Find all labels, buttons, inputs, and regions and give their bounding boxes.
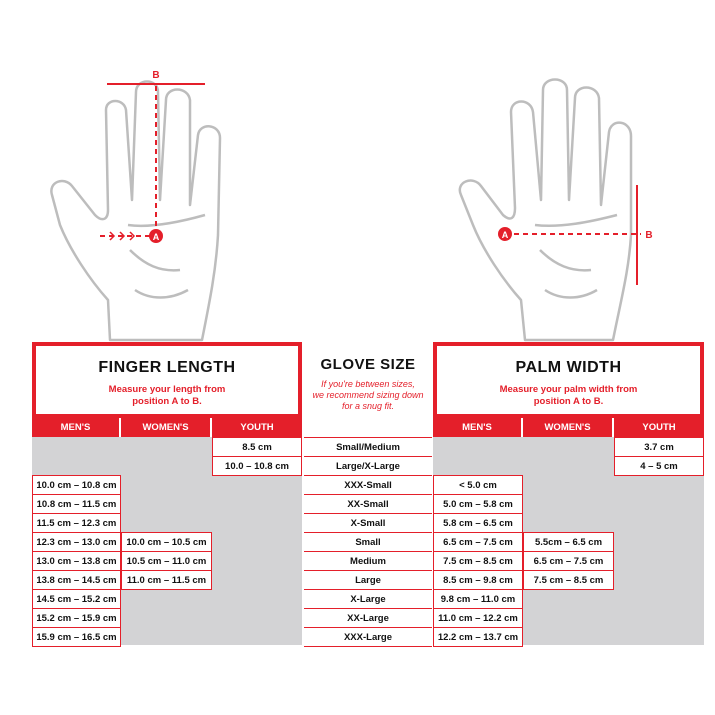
palm-width-instructions: [437, 384, 700, 408]
fl-mens-cell: 15.9 cm – 16.5 cm: [32, 627, 121, 647]
fl-mens-cell: 13.8 cm – 14.5 cm: [32, 570, 121, 590]
pw-mens-cell: 11.0 cm – 12.2 cm: [433, 608, 523, 628]
finger-length-instructions: [36, 384, 298, 408]
palm-width-header: [433, 342, 704, 418]
glove-size-cell: Medium: [304, 551, 432, 571]
pw-mens-cell: 8.5 cm – 9.8 cm: [433, 570, 523, 590]
pw-mens-cell: 5.8 cm – 6.5 cm: [433, 513, 523, 533]
glove-size-note-line-3: for a snug fit.: [341, 401, 395, 411]
finger-length-header-youth: YOUTH: [212, 418, 302, 437]
finger-length-hand-illustration: [40, 0, 270, 345]
fl-mens-cell: 10.0 cm – 10.8 cm: [32, 475, 121, 495]
glove-size-cell: XX-Large: [304, 608, 432, 628]
glove-size-cell: Small/Medium: [304, 437, 432, 457]
fl-youth-cell: 10.0 – 10.8 cm: [212, 456, 302, 476]
fl-youth-cell: 8.5 cm: [212, 437, 302, 457]
finger-length-header-womens: WOMEN'S: [121, 418, 212, 437]
glove-size-note: [304, 379, 432, 412]
palm-width-instruction-line-1: Measure your palm width from: [499, 384, 638, 395]
pw-womens-cell: 7.5 cm – 8.5 cm: [523, 570, 614, 590]
fl-womens-cell: 10.0 cm – 10.5 cm: [121, 532, 212, 552]
finger-length-header-mens: MEN'S: [32, 418, 121, 437]
pw-womens-cell: 6.5 cm – 7.5 cm: [523, 551, 614, 571]
fl-womens-cell: 11.0 cm – 11.5 cm: [121, 570, 212, 590]
glove-size-cell: Small: [304, 532, 432, 552]
palm-width-mens-empty-area: [433, 437, 523, 475]
glove-size-cell: Large/X-Large: [304, 456, 432, 476]
palm-width-header-mens: MEN'S: [433, 418, 523, 437]
palm-width-instruction-line-2: position A to B.: [533, 396, 604, 407]
palm-width-column-headers: [433, 418, 704, 437]
pw-mens-cell: < 5.0 cm: [433, 475, 523, 495]
fl-mens-cell: 10.8 cm – 11.5 cm: [32, 494, 121, 514]
glove-size-cell: X-Small: [304, 513, 432, 533]
glove-size-cell: Large: [304, 570, 432, 590]
pw-mens-cell: 6.5 cm – 7.5 cm: [433, 532, 523, 552]
glove-size-title: GLOVE SIZE: [320, 356, 416, 373]
fl-womens-cell: 10.5 cm – 11.0 cm: [121, 551, 212, 571]
pw-womens-cell: 5.5cm – 6.5 cm: [523, 532, 614, 552]
finger-length-column-headers: [32, 418, 302, 437]
fl-mens-cell: 12.3 cm – 13.0 cm: [32, 532, 121, 552]
pw-mens-cell: 5.0 cm – 5.8 cm: [433, 494, 523, 514]
pw-mens-cell: 9.8 cm – 11.0 cm: [433, 589, 523, 609]
glove-size-note-line-1: If you're between sizes,: [321, 379, 415, 389]
fl-mens-cell: 13.0 cm – 13.8 cm: [32, 551, 121, 571]
pw-mens-cell: 7.5 cm – 8.5 cm: [433, 551, 523, 571]
palm-width-header-womens: WOMEN'S: [523, 418, 614, 437]
palm-width-title: PALM WIDTH: [515, 359, 622, 376]
marker-b-right: B: [645, 230, 653, 241]
finger-length-instruction-line-2: position A to B.: [132, 396, 202, 407]
glove-size-cell: X-Large: [304, 589, 432, 609]
finger-length-mens-empty-area: [32, 437, 121, 475]
pw-youth-cell: 3.7 cm: [614, 437, 704, 457]
finger-length-instruction-line-1: Measure your length from: [108, 384, 226, 395]
glove-size-cell: XX-Small: [304, 494, 432, 514]
fl-mens-cell: 14.5 cm – 15.2 cm: [32, 589, 121, 609]
palm-width-hand-illustration: [445, 0, 685, 345]
glove-size-note-line-2: we recommend sizing down: [312, 390, 424, 400]
pw-youth-cell: 4 – 5 cm: [614, 456, 704, 476]
palm-width-youth-empty-area: [614, 475, 704, 645]
pw-mens-cell: 12.2 cm – 13.7 cm: [433, 627, 523, 647]
finger-length-header: [32, 342, 302, 418]
marker-a-left: A: [152, 232, 160, 242]
fl-mens-cell: 15.2 cm – 15.9 cm: [32, 608, 121, 628]
palm-width-header-youth: YOUTH: [614, 418, 704, 437]
glove-size-cell: XXX-Small: [304, 475, 432, 495]
finger-length-title: FINGER LENGTH: [98, 359, 236, 376]
marker-a-right: A: [501, 230, 509, 240]
marker-b-left: B: [152, 70, 160, 81]
finger-length-youth-empty-area: [212, 475, 302, 645]
glove-size-header: [304, 342, 432, 418]
glove-size-cell: XXX-Large: [304, 627, 432, 647]
fl-mens-cell: 11.5 cm – 12.3 cm: [32, 513, 121, 533]
